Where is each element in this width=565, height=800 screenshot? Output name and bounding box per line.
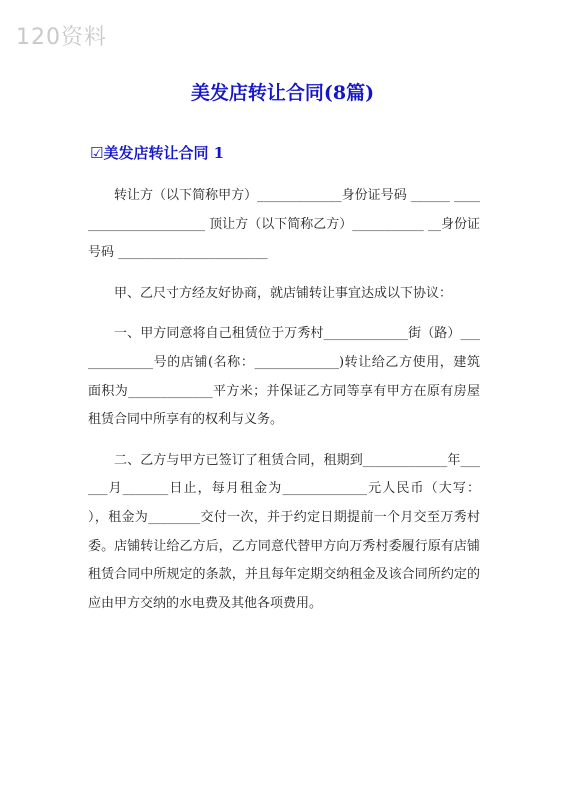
section-title-text: 美发店转让合同 1	[103, 144, 225, 162]
paragraph-clause-1: 一、甲方同意将自己租赁位于万秀村_____________街（路）_____________号的店铺(名称：_____________)转让给乙方使用，建筑面积为_____________平方米；并保证乙方同等享有甲方在原有房屋租赁合同中所享有的权利与义务。	[88, 326, 480, 428]
checkbox-icon: ☑	[90, 144, 104, 162]
paragraph-clause-2: 二、乙方与甲方已签订了租赁合同，租期到_____________年______月_______日止，每月租金为_____________元人民币（大写： ），租金为________交付一次，并于约定日期提前一个月交至万秀村委。店铺转让给乙方后，乙方同意代替甲方向万秀村委履行原有店铺租赁合同中所规定的条款，并且每年定期交纳租金及该合同所约定的应由甲方交纳的水电费及其他各项费用。	[88, 452, 480, 611]
document-body	[88, 182, 480, 630]
paragraph-parties: 转让方（以下简称甲方）_____________身份证号码 ______ ______________________ 顶让方（以下简称乙方）___________ __身份证号码 _______________________	[88, 188, 480, 261]
document-title: 美发店转让合同(8篇)	[190, 82, 375, 104]
paragraph-agreement-intro: 甲、乙尺寸方经友好协商，就店铺转让事宜达成以下协议：	[114, 285, 453, 301]
watermark: 120资料	[16, 25, 107, 50]
section-heading	[90, 142, 224, 163]
